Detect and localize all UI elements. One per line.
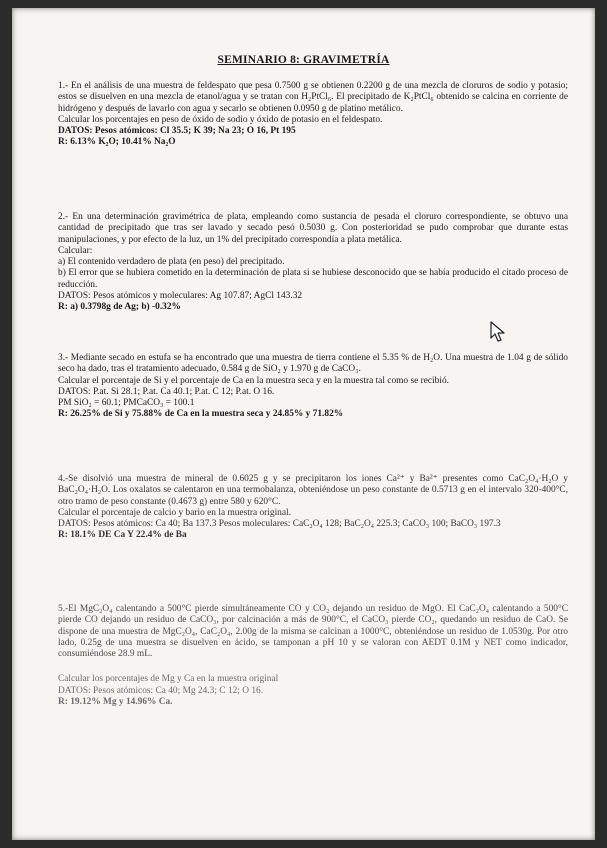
problem-5-result: R: 19.12% Mg y 14.96% Ca. xyxy=(58,697,173,708)
problem-5 xyxy=(58,604,568,708)
problem-2-data: DATOS: Pesos atómicos y moleculares: Ag 107.87; AgCl 143.32 xyxy=(58,291,303,302)
problem-2-result: R: a) 0.3798g de Ag; b) -0.32% xyxy=(58,302,181,313)
problem-4-question: Calcular el porcentaje de calcio y bario en la muestra original. xyxy=(58,507,291,518)
problem-1-text: 1.- En el análisis de una muestra de feldespato que pesa 0.7500 g se obtienen 0.2200 g de una mezcla de cloruros de sodio y potasio; estos se disuelven en una mezcla de etanol/agua y se tratan con H₂PtCl₆. El precipitado de K₂PtCl₆ obtenido se calcina en corriente de hidrógeno y después de lavarlo con agua y secarlo se obtienen 0.0950 g de platino metálico. xyxy=(58,81,568,114)
problem-2-part-b: b) El error que se hubiera cometido en la determinación de plata si se hubiese desconocido que se había producido el citado proceso de reducción. xyxy=(58,268,568,290)
problem-2-text: 2.- En una determinación gravimétrica de plata, empleando como sustancia de pesada el cloruro correspondiente, se obtuvo una cantidad de precipitado que tras ser lavado y secado pesó 0.5030 g. Con posterioridad se pudo comprobar que durante estas manipulaciones, y por efecto de la luz, un 1% del precipitado correspondía a plata metálica. xyxy=(58,212,568,245)
problem-2-question: Calcular: xyxy=(58,245,93,256)
problem-5-text: 5.-El MgC₂O₄ calentando a 500°C pierde simultáneamente CO y CO₂ dejando un residuo de MgO. El CaC₂O₄ calentando a 500°C pierde CO dejando un residuo de CaCO₃, por calcinación a más de 900°C, el CaCO₃ pierde CO₂, quedando un residuo de CaO. Se dispone de una muestra de MgC₂O₄, CaC₂O₄, 2.00g de la misma se calcinan a 1000°C, obteniéndose un residuo de 1.0530g. Por otro lado, 0.25g de una muestra se disuelven en ácido, se tamponan a pH 10 y se valoran con AEDT 0.1M y NET como indicador, consumiéndose 28.9 mL. xyxy=(58,604,568,660)
problem-5-data: DATOS: Pesos atómicos: Ca 40; Mg 24.3; C 12; O 16. xyxy=(58,685,264,696)
problem-3-result: R: 26.25% de Si y 75.88% de Ca en la muestra seca y 24.85% y 71.82% xyxy=(58,409,344,420)
page-title: SEMINARIO 8: GRAVIMETRÍA xyxy=(217,54,390,66)
problem-2 xyxy=(58,212,568,314)
problem-1-question: Calcular los porcentajes en peso de óxido de sodio y óxido de potasio en el feldespato. xyxy=(58,114,383,125)
problem-1-data: DATOS: Pesos atómicos: Cl 35.5; K 39; Na 23; O 16, Pt 195 xyxy=(58,126,296,137)
problem-3-question: Calcular el porcentaje de Si y el porcentaje de Ca en la muestra seca y en la muestra tal como se recibió. xyxy=(58,375,449,386)
problem-3 xyxy=(58,353,568,421)
problem-5-question: Calcular los porcentajes de Mg y Ca en la muestra original xyxy=(58,674,279,685)
problem-2-part-a: a) El contenido verdadero de plata (en peso) del precipitado. xyxy=(58,257,285,268)
problem-3-data-2: PM SiO₂ = 60.1; PMCaCO₃ = 100.1 xyxy=(58,398,195,409)
problem-4 xyxy=(58,474,568,542)
document-page xyxy=(12,8,595,840)
problem-3-text: 3.- Mediante secado en estufa se ha encontrado que una muestra de tierra contiene el 5.35 % de H₂O. Una muestra de 1.04 g de sólido seco ha dado, tras el tratamiento adecuado, 0.584 g de SiO₂ y 1.970 g de CaCO₃. xyxy=(58,353,568,375)
problem-4-text: 4.-Se disolvió una muestra de mineral de 0.6025 g y se precipitaron los iones Ca²⁺ y Ba²⁺ presentes como CaC₂O₄·H₂O y BaC₂O₄·H₂O. Los oxalatos se calentaron en una termobalanza, obteniéndose un peso constante de 0.5713 g en el intervalo 320-400°C, otro tramo de peso constante (0.4673 g) entre 580 y 620°C. xyxy=(58,474,568,507)
mouse-pointer-icon xyxy=(490,321,506,343)
problem-1-result: R: 6.13% K₂O; 10.41% Na₂O xyxy=(58,137,176,148)
problem-4-result: R: 18.1% DE Ca Y 22.4% de Ba xyxy=(58,530,187,541)
problem-1 xyxy=(58,81,568,149)
problem-4-data: DATOS: Pesos atómicos: Ca 40; Ba 137.3 Pesos moleculares: CaC₂O₄ 128; BaC₂O₄ 225.3; CaCO₃ 100; BaCO₃ 197.3 xyxy=(58,519,501,530)
problem-3-data-1: DATOS: P.at. Si 28.1; P.at. Ca 40.1; P.at. C 12; P.at. O 16. xyxy=(58,386,275,397)
